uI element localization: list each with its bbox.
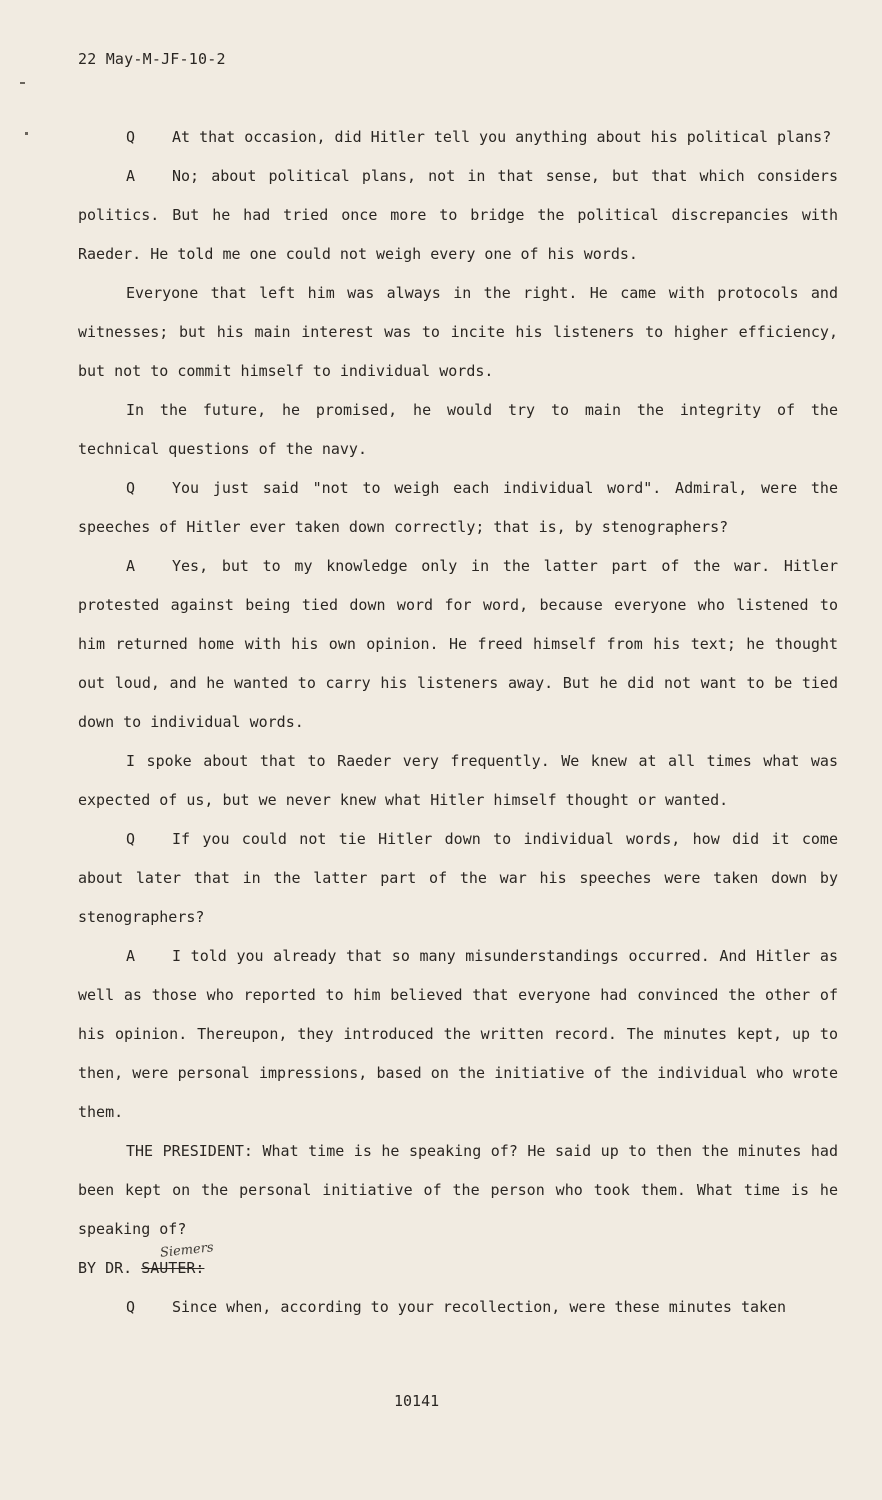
speaker-label: A xyxy=(126,947,136,965)
speaker-label: Q xyxy=(126,128,136,146)
speaker-label: A xyxy=(126,557,136,575)
transcript-paragraph xyxy=(78,274,838,391)
paragraph-text: In the future, he promised, he would try to main the integrity of the technical questions of the navy. xyxy=(78,401,838,458)
by-line-prefix: BY DR. xyxy=(78,1259,142,1277)
transcript-paragraph xyxy=(78,157,838,274)
examiner-line xyxy=(78,1240,838,1288)
paragraph-text: Since when, according to your recollection, were these minutes taken xyxy=(172,1298,787,1316)
margin-mark xyxy=(20,82,25,84)
paragraph-text: I spoke about that to Raeder very frequently. We knew at all times what was expected of us, but we never knew what Hitler himself thought or wanted. xyxy=(78,752,838,809)
speaker-label: Q xyxy=(126,830,136,848)
paragraph-text: You just said "not to weigh each individual word". Admiral, were the speeches of Hitler ever taken down correctly; that is, by stenographers? xyxy=(78,479,838,536)
transcript-paragraph xyxy=(78,937,838,1132)
document-reference: 22 May-M-JF-10-2 xyxy=(78,50,226,68)
paragraph-text: If you could not tie Hitler down to individual words, how did it come about later that in the latter part of the war his speeches were taken down by stenographers? xyxy=(78,830,838,926)
paragraph-text: I told you already that so many misunderstandings occurred. And Hitler as well as those who reported to him believed that everyone had convinced the other of his opinion. Thereupon, they introduced the written record. The minutes kept, up to then, were personal impressions, based on the initiative of the individual who wrote them. xyxy=(78,947,838,1121)
paragraph-text: No; about political plans, not in that sense, but that which considers politics. But he had tried once more to bridge the political discrepancies with Raeder. He told me one could not weigh every one of his words. xyxy=(78,167,838,263)
paragraph-text: Yes, but to my knowledge only in the latter part of the war. Hitler protested against being tied down word for word, because everyone who listened to him returned home with his own opinion. He freed himself from his text; he thought out loud, and he wanted to carry his listeners away. But he did not want to be tied down to individual words. xyxy=(78,557,838,731)
paragraph-text: Everyone that left him was always in the right. He came with protocols and witnesses; but his main interest was to incite his listeners to higher efficiency, but not to commit himself to individual words. xyxy=(78,284,838,380)
transcript-paragraph xyxy=(78,391,838,469)
speaker-label: Q xyxy=(126,1298,136,1316)
transcript-paragraph xyxy=(78,118,838,157)
transcript-paragraph xyxy=(78,547,838,742)
transcript-paragraph xyxy=(78,469,838,547)
margin-mark xyxy=(25,132,28,135)
transcript-body xyxy=(78,118,838,1327)
transcript-paragraph xyxy=(78,820,838,937)
speaker-label: Q xyxy=(126,479,136,497)
page-number: 10141 xyxy=(394,1392,440,1410)
handwritten-correction: Siemers xyxy=(159,1240,215,1261)
speaker-label: A xyxy=(126,167,136,185)
paragraph-text: THE PRESIDENT: What time is he speaking of? He said up to then the minutes had been kept on the personal initiative of the person who took them. What time is he speaking of? xyxy=(78,1142,838,1238)
transcript-paragraph xyxy=(78,1288,838,1327)
transcript-paragraph xyxy=(78,742,838,820)
paragraph-text: At that occasion, did Hitler tell you anything about his political plans? xyxy=(172,128,832,146)
struck-name: SAUTER: xyxy=(141,1259,205,1277)
